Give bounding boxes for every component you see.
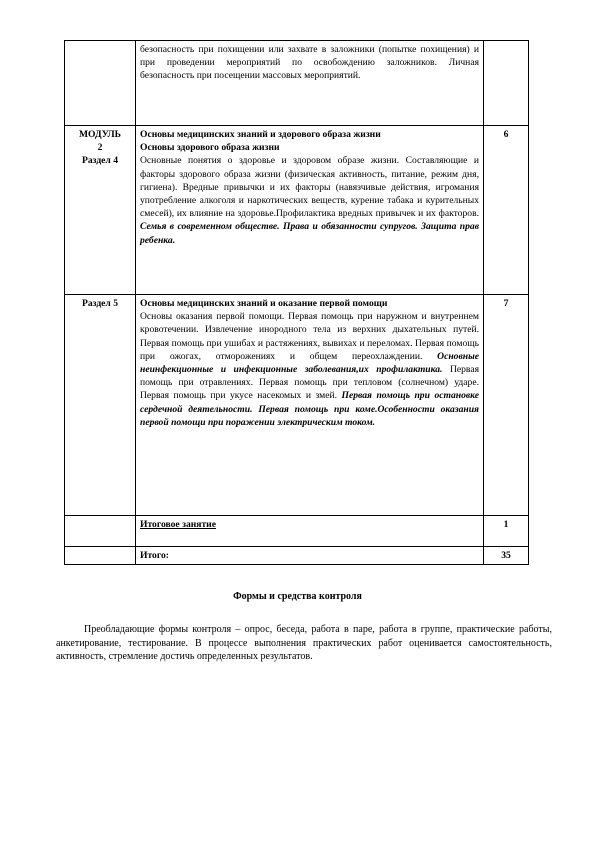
section-heading: Формы и средства контроля [233,591,362,602]
table-row [65,295,529,516]
table-row [65,547,529,565]
content-text: Первая помощь при отравлениях. Первая помощь при тепловом (солнечном) ударе. Первая помощь при укусе насекомых и змей. [140,364,479,402]
hours-cell: 7 [484,295,529,516]
module-label: МОДУЛЬ [78,129,122,140]
content-italic-text: Семья в современном обществе. Права и обязанности супругов. Защита прав ребенка. [140,221,479,246]
module-number: 2 [97,142,103,154]
body-paragraph: Преобладающие формы контроля – опрос, беседа, работа в паре, работа в группе, практические работы, анкетирование, тестирование. В процессе выполнения практических работ оценивается самостоятельность, активность, стремление достичь определенных результатов. [56,624,552,663]
table-row [65,126,529,295]
hours-cell: 35 [484,547,529,565]
section-cell [65,516,136,547]
content-italic-text: Первая помощь при остановке сердечной деятельности. Первая помощь при коме.Особенности оказания первой помощи при поражении электрическим током. [140,390,479,428]
content-italic-text: Основные неинфекционные и инфекционные заболевания,их профилактика. [140,350,479,376]
section-cell [65,547,136,565]
section-cell: Раздел 5 [65,295,136,516]
content-cell [136,126,484,295]
section-title: Основы медицинских знаний и оказание первой помощи [140,298,388,309]
content-cell [136,41,484,126]
table-row [65,516,529,547]
table-row [65,41,529,126]
final-lesson-label: Итоговое занятие [136,516,484,547]
hours-cell: 1 [484,516,529,547]
content-text: Основы оказания первой помощи. Первая помощь при наружном и внутреннем кровотечении. Извлечение инородного тела из верхних дыхательных путей. Первая помощь при ушибах и растяжениях, вывихах и переломах. Первая помощь при ожогах, отморожениях и общем переохлаждении. [140,311,479,362]
curriculum-table [64,40,529,565]
content-text: Основные понятия о здоровье и здоровом образе жизни. Составляющие и факторы здорового образа жизни (физическая активность, питание, режим дня, гигиена). Вредные привычки и их факторы (навязчивые действия, игромания употребление алкоголя и наркотических веществ, курение табака и курительных смесей), их влияние на здоровье.Профилактика вредных привычек и их факторов. [140,155,479,220]
section-title: Основы здорового образа жизни [140,142,280,154]
total-label: Итого: [136,547,484,565]
content-text: безопасность при похищении или захвате в заложники (попытке похищения) и при проведении мероприятий по освобождению заложников. Личная безопасность при посещении массовых мероприятий. [140,44,479,82]
hours-cell: 6 [484,126,529,295]
content-cell [136,295,484,516]
section-cell [65,126,136,295]
section-cell [65,41,136,126]
section-label: Раздел 4 [81,155,119,167]
hours-cell [484,41,529,126]
module-title: Основы медицинских знаний и здорового образа жизни [140,129,381,140]
